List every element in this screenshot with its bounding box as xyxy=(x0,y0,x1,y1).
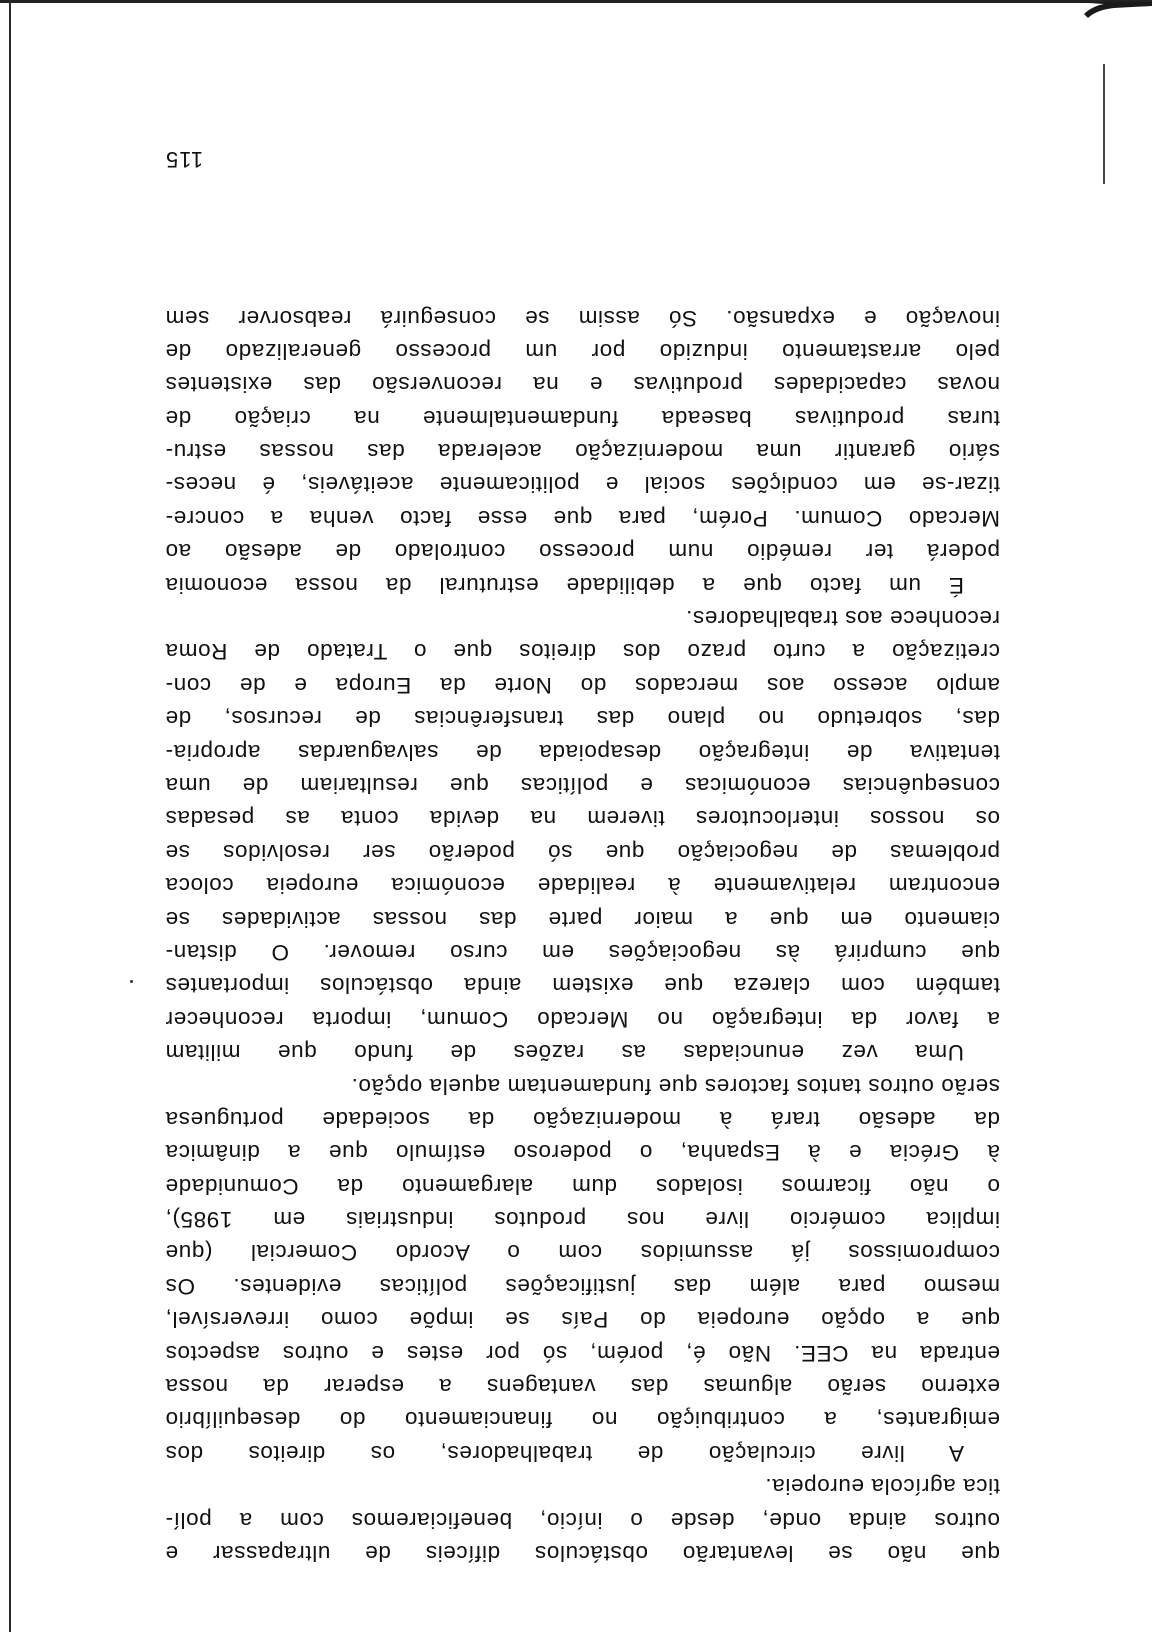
scan-speck xyxy=(130,980,133,983)
text-line: tizar-se em condições social e politicamente aceitáveis, é neces- xyxy=(165,472,1000,498)
text-line: Uma vez enunciadas as razões de fundo que militam xyxy=(165,1040,964,1066)
text-line: poderá ter remédio num processo controlado de adesão ao xyxy=(165,539,1000,565)
text-line: serão outros tantos factores que fundamentam aquela opção. xyxy=(351,1073,1000,1099)
text-line: problemas de negociação que só poderão ser resolvidos se xyxy=(165,839,1000,865)
text-line: que cumprirá às negociações em curso remover. O distan- xyxy=(165,939,1000,965)
scan-top-edge xyxy=(0,0,1152,3)
text-line: emigrantes, a contribuição no financiamento do desequilíbrio xyxy=(165,1407,1000,1433)
text-line: que não se levantarão obstáculos difíceis de ultrapassar e xyxy=(165,1541,1000,1566)
text-line: a favor da integração no Mercado Comum, importa reconhecer xyxy=(165,1006,1000,1032)
text-line: A livre circulação de trabalhadores, os direitos dos xyxy=(165,1440,964,1466)
text-line: externo serão algumas das vantagens a esperar da nossa xyxy=(165,1374,1000,1400)
text-line: da adesão trará à modernização da sociedade portuguesa xyxy=(165,1106,1000,1132)
text-line: compromissos já assumidos com o Acordo Comercial (que xyxy=(165,1240,1000,1266)
text-line: que a opção europeia do País se impõe como irreversível, xyxy=(165,1307,1000,1333)
text-line: turas produtivas baseada fundamentalmente na criação de xyxy=(165,405,1000,431)
text-line: à Grécia e à Espanha, o poderoso estímulo que a dinâmica xyxy=(165,1140,1000,1166)
text-line: os nossos interlocutores tiverem na devida conta as pesadas xyxy=(165,806,1000,832)
text-line: reconhece aos trabalhadores. xyxy=(685,606,1000,632)
text-line: também com clareza que existem ainda obstáculos importantes xyxy=(165,973,1000,999)
text-line: consequências económicas e políticas que resultariam de uma xyxy=(165,773,1000,799)
text-line: cretização a curto prazo dos direitos que o Tratado de Roma xyxy=(165,639,1000,665)
scan-left-edge xyxy=(9,0,11,1632)
text-line: encontram relativamente à realidade económica europeia coloca xyxy=(165,873,1000,899)
text-line: novas capacidades produtivas e na reconversão das existentes xyxy=(165,372,1000,398)
text-line: sário garantir uma modernização acelerada das nossas estru- xyxy=(165,439,1000,465)
text-line: mesmo para além das justificações políticas evidentes. Os xyxy=(165,1273,1000,1299)
scan-corner-mark xyxy=(1074,0,1152,30)
scan-right-edge xyxy=(1103,64,1105,184)
text-line: pelo arrastamento induzido por um processo generalizado de xyxy=(165,338,1000,364)
text-line: entrada na CEE. Não é, porém, só por estes e outros aspectos xyxy=(165,1340,1000,1366)
text-line: tica agrícola europeia. xyxy=(764,1474,1000,1500)
text-line: o não ficarmos isolados dum alargamento da Comunidade xyxy=(165,1173,1000,1199)
text-line: implica comércio livre nos produtos industriais em 1985), xyxy=(165,1207,1000,1233)
text-line: É um facto que a debilidade estrutural da nossa economia xyxy=(165,572,964,598)
body-text xyxy=(165,301,1000,1570)
text-line: outros ainda onde, desde o início, beneficiaremos com a polí- xyxy=(165,1507,1000,1533)
text-line: inovação e expansão. Só assim se conseguirá reabsorver sem xyxy=(165,305,1000,331)
text-line: das, sobretudo no plano das transferências de recursos, de xyxy=(165,706,1000,732)
text-line: amplo acesso aos mercados do Norte da Europa e de con- xyxy=(165,672,1000,698)
page-number: 115 xyxy=(165,147,204,172)
text-line: ciamento em que a maior parte das nossas actividades se xyxy=(165,906,1000,932)
text-line: Mercado Comum. Porém, para que esse facto venha a concre- xyxy=(165,505,1000,531)
text-line: tentativa de integração desapoiada de salvaguardas apropria- xyxy=(165,739,1000,765)
rotated-page-content xyxy=(165,128,1000,1570)
